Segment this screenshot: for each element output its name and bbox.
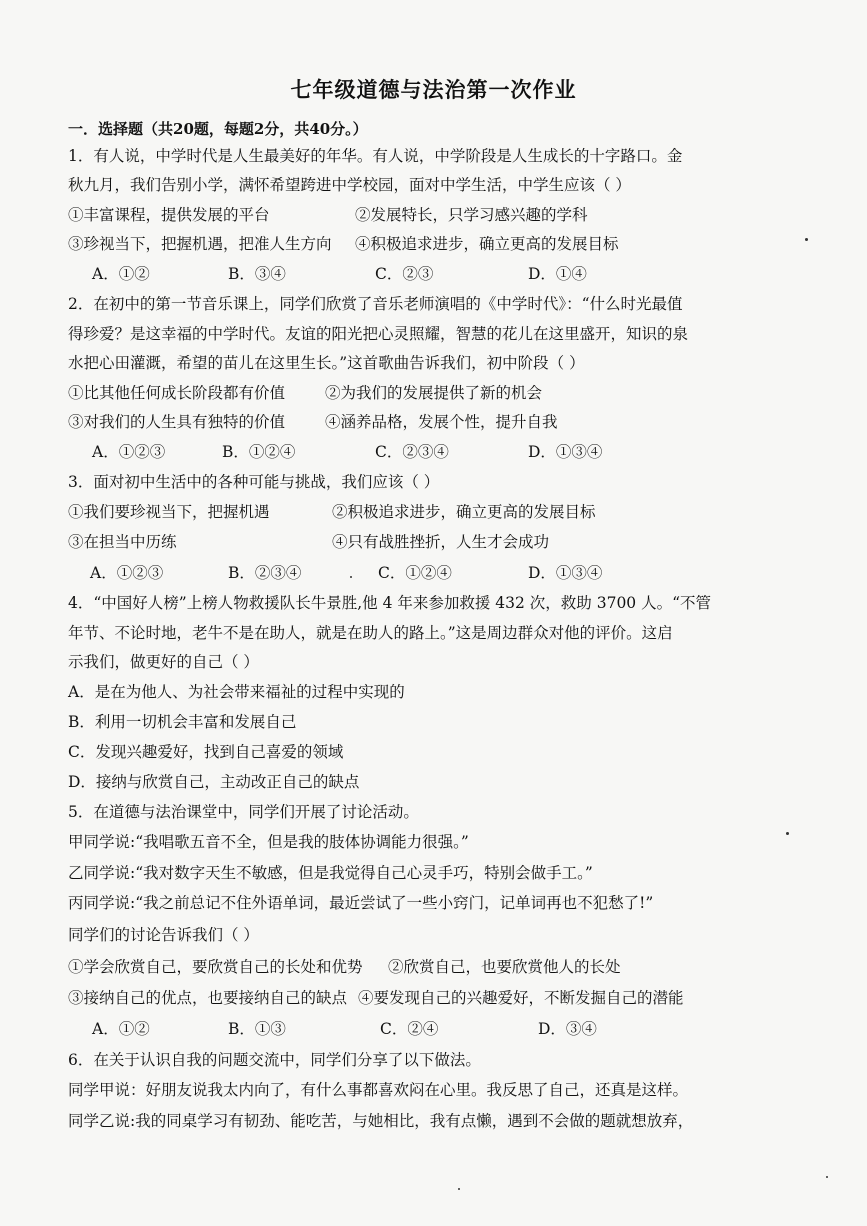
q5-option-c[interactable]: C．②④ — [380, 1020, 439, 1038]
q5-stem-line: 同学们的讨论告诉我们（ ） — [68, 926, 259, 944]
page-title: 七年级道德与法治第一次作业 — [290, 77, 577, 102]
q4-stem-line: 年节、不论时地，老牛不是在助人，就是在助人的路上。”这是周边群众对他的评价。这启 — [68, 624, 673, 642]
q3-option-d[interactable]: D．①③④ — [528, 564, 603, 582]
q4-option-d[interactable]: D．接纳与欣赏自己，主动改正自己的缺点 — [68, 773, 360, 791]
q5-stem-line: 乙同学说:“我对数字天生不敏感，但是我觉得自己心灵手巧，特别会做手工。” — [68, 864, 593, 882]
q5-stem-line: 甲同学说:“我唱歌五音不全，但是我的肢体协调能力很强。” — [68, 833, 469, 851]
q5-item: ①学会欣赏自己，要欣赏自己的长处和优势 — [68, 958, 363, 976]
q6-stem-line: 同学乙说:我的同桌学习有韧劲、能吃苦，与她相比，我有点懒，遇到不会做的题就想放弃， — [68, 1112, 694, 1130]
q3-option-c[interactable]: C．①②④ — [378, 564, 452, 582]
q2-option-a[interactable]: A．①②③ — [92, 443, 166, 461]
scan-speck — [458, 1188, 460, 1190]
q5-option-a[interactable]: A．①② — [92, 1020, 150, 1038]
q2-option-c[interactable]: C．②③④ — [375, 443, 449, 461]
q1-option-a[interactable]: A．①② — [92, 265, 150, 283]
q2-option-d[interactable]: D．①③④ — [528, 443, 603, 461]
q5-stem-line: 5．在道德与法治课堂中，同学们开展了讨论活动。 — [68, 803, 419, 821]
q5-option-b[interactable]: B．①③ — [228, 1020, 286, 1038]
q2-item: ②为我们的发展提供了新的机会 — [325, 384, 543, 402]
q3-item: ④只有战胜挫折，人生才会成功 — [332, 533, 550, 551]
section-heading: 一．选择题（共20题，每题2分，共40分。） — [68, 120, 368, 138]
q2-item: ③对我们的人生具有独特的价值 — [68, 413, 286, 431]
q2-item: ①比其他任何成长阶段都有价值 — [68, 384, 286, 402]
q3-item: ①我们要珍视当下，把握机遇 — [68, 503, 270, 521]
q1-item: ③珍视当下，把握机遇，把准人生方向 — [68, 235, 332, 253]
q1-stem-line: 秋九月，我们告别小学，满怀希望跨进中学校园，面对中学生活，中学生应该（ ） — [68, 176, 631, 194]
q2-option-b[interactable]: B．①②④ — [222, 443, 296, 461]
q2-stem-line: 水把心田灌溉，希望的苗儿在这里生长。”这首歌曲告诉我们，初中阶段（ ） — [68, 354, 585, 372]
q2-item: ④涵养品格，发展个性，提升自我 — [325, 413, 558, 431]
q6-stem-line: 同学甲说：好朋友说我太内向了，有什么事都喜欢闷在心里。我反思了自己，还真是这样。 — [68, 1081, 689, 1099]
q4-stem-line: 示我们，做更好的自己（ ） — [68, 653, 259, 671]
q5-item: ③接纳自己的优点，也要接纳自己的缺点 — [68, 989, 348, 1007]
q1-stem-line: 1．有人说，中学时代是人生最美好的年华。有人说，中学阶段是人生成长的十字路口。金 — [68, 147, 683, 165]
q1-option-b[interactable]: B．③④ — [228, 265, 286, 283]
q2-stem-line: 得珍爱？是这幸福的中学时代。友谊的阳光把心灵照耀，智慧的花儿在这里盛开，知识的泉 — [68, 325, 689, 343]
q4-option-c[interactable]: C．发现兴趣爱好，找到自己喜爱的领域 — [68, 743, 344, 761]
q3-stem-line: 3．面对初中生活中的各种可能与挑战，我们应该（ ） — [68, 473, 440, 491]
q4-stem-line: 4．“中国好人榜”上榜人物救援队长牛景胜,他 4 年来参加救援 432 次，救助 3700 人。“不管 — [68, 594, 712, 612]
q1-option-d[interactable]: D．①④ — [528, 265, 587, 283]
q5-item: ②欣赏自己，也要欣赏他人的长处 — [388, 958, 621, 976]
q5-item: ④要发现自己的兴趣爱好，不断发掘自己的潜能 — [358, 989, 684, 1007]
q3-item: ③在担当中历练 — [68, 533, 177, 551]
scan-speck — [826, 1176, 828, 1178]
q3-item: ②积极追求进步，确立更高的发展目标 — [332, 503, 596, 521]
scan-speck — [805, 238, 808, 241]
scan-speck — [786, 832, 789, 835]
q5-stem-line: 丙同学说:“我之前总记不住外语单词，最近尝试了一些小窍门，记单词再也不犯愁了!” — [68, 894, 654, 912]
scan-speck — [350, 576, 352, 578]
q4-option-b[interactable]: B．利用一切机会丰富和发展自己 — [68, 713, 297, 731]
q1-item: ②发展特长，只学习感兴趣的学科 — [355, 206, 588, 224]
q5-option-d[interactable]: D．③④ — [538, 1020, 597, 1038]
q1-item: ①丰富课程，提供发展的平台 — [68, 206, 270, 224]
q4-option-a[interactable]: A．是在为他人、为社会带来福祉的过程中实现的 — [68, 683, 405, 701]
q3-option-b[interactable]: B．②③④ — [228, 564, 302, 582]
q1-item: ④积极追求进步，确立更高的发展目标 — [355, 235, 619, 253]
q2-stem-line: 2．在初中的第一节音乐课上，同学们欣赏了音乐老师演唱的《中学时代》：“什么时光最值 — [68, 295, 683, 313]
q6-stem-line: 6．在关于认识自我的问题交流中，同学们分享了以下做法。 — [68, 1051, 481, 1069]
q3-option-a[interactable]: A．①②③ — [90, 564, 164, 582]
q1-option-c[interactable]: C．②③ — [375, 265, 434, 283]
